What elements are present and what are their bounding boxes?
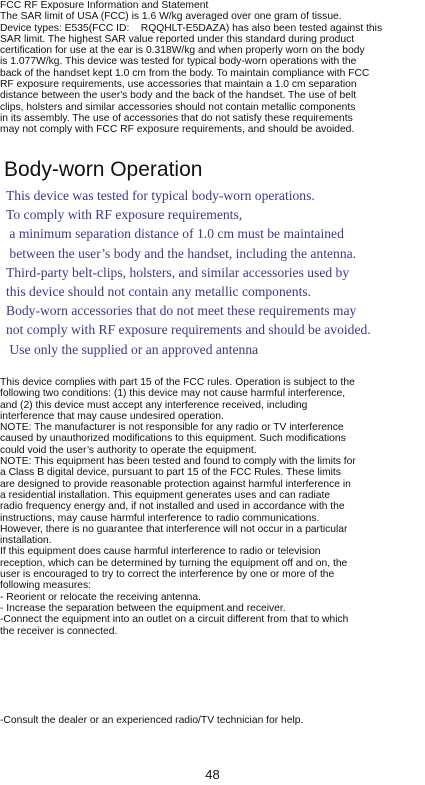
body-worn-line: a minimum separation distance of 1.0 cm must be maintained bbox=[6, 226, 344, 242]
fcc-line: the receiver is connected. bbox=[0, 625, 118, 637]
fcc-line: are designed to provide reasonable protection against harmful interference in bbox=[0, 478, 351, 490]
fcc-line: user is encouraged to try to correct the interference by one or more of the bbox=[0, 569, 335, 581]
body-worn-line: Body-worn accessories that do not meet these requirements may bbox=[6, 303, 357, 319]
body-worn-line: Third-party belt-clips, holsters, and similar accessories used by bbox=[6, 264, 350, 280]
sar-line: is 1.077W/kg. This device was tested for typical body-worn operations with the bbox=[0, 56, 357, 68]
page-number: 48 bbox=[205, 767, 220, 782]
sar-line: back of the handset kept 1.0 cm from the body. To maintain compliance with FCC bbox=[0, 67, 370, 79]
sar-line: in its assembly. The use of accessories that do not satisfy these requirements bbox=[0, 112, 353, 124]
fcc-line: following two conditions: (1) this device may not cause harmful interference, bbox=[0, 388, 346, 400]
sar-line: The SAR limit of USA (FCC) is 1.6 W/kg averaged over one gram of tissue. bbox=[0, 11, 342, 23]
fcc-line: interference that may cause undesired operation. bbox=[0, 410, 224, 422]
body-worn-line: To comply with RF exposure requirements, bbox=[6, 207, 243, 223]
fcc-line: instructions, may cause harmful interference to radio communications. bbox=[0, 512, 320, 524]
fcc-consult bbox=[0, 715, 425, 726]
body-worn-heading: Body-worn Operation bbox=[4, 158, 203, 181]
fcc-note: NOTE: The manufacturer is not responsible for any radio or TV interference bbox=[0, 422, 344, 434]
fcc-line: radio frequency energy and, if not installed and used in accordance with the bbox=[0, 501, 345, 513]
fcc-line: could void the user’s authority to operate the equipment. bbox=[0, 444, 257, 456]
fcc-line: a Class B digital device, pursuant to part 15 of the FCC Rules. These limits bbox=[0, 467, 341, 479]
body-worn-line: this device should not contain any metallic components. bbox=[6, 284, 312, 300]
sar-line: RF exposure requirements, use accessories that maintain a 1.0 cm separation bbox=[0, 79, 357, 91]
sar-statement bbox=[0, 0, 425, 136]
fcc-line: If this equipment does cause harmful interference to radio or television bbox=[0, 546, 321, 558]
body-worn-line: Use only the supplied or an approved antenna bbox=[6, 341, 259, 357]
body-worn-statement bbox=[6, 186, 425, 359]
fcc-line: This device complies with part 15 of the FCC rules. Operation is subject to the bbox=[0, 377, 355, 388]
fcc-measure: - Reorient or relocate the receiving antenna. bbox=[0, 591, 201, 603]
fcc-measure: -Connect the equipment into an outlet on a circuit different from that to which bbox=[0, 614, 349, 626]
fcc-part15-statement bbox=[0, 377, 425, 637]
fcc-note: NOTE: This equipment has been tested and found to comply with the limits for bbox=[0, 456, 356, 468]
fcc-line: and (2) this device must accept any interference received, including bbox=[0, 399, 308, 411]
fcc-line: reception, which can be determined by turning the equipment off and on, the bbox=[0, 557, 348, 569]
body-worn-line: between the user’s body and the handset, including the antenna. bbox=[6, 245, 357, 261]
sar-line: Device types: E535(FCC ID: RQQHLT-E5DAZA) has also been tested against this bbox=[0, 22, 383, 34]
fcc-measure: - Increase the separation between the equipment and receiver. bbox=[0, 602, 286, 614]
fcc-line: a residential installation. This equipment generates uses and can radiate bbox=[0, 489, 331, 501]
fcc-line: following measures: bbox=[0, 580, 91, 592]
body-worn-line: not comply with RF exposure requirements and should be avoided. bbox=[6, 322, 371, 338]
sar-line: may not comply with FCC RF exposure requirements, and should be avoided. bbox=[0, 124, 355, 136]
body-worn-line: This device was tested for typical body-worn operations. bbox=[6, 188, 315, 203]
sar-line: distance between the user's body and the back of the handset. The use of belt bbox=[0, 90, 357, 102]
fcc-line: installation. bbox=[0, 535, 52, 547]
sar-heading: FCC RF Exposure Information and Statement bbox=[0, 0, 209, 11]
sar-line: clips, holsters and similar accessories should not contain metallic components bbox=[0, 101, 356, 113]
sar-line: SAR limit. The highest SAR value reported under this standard during product bbox=[0, 33, 355, 45]
fcc-line: caused by unauthorized modifications to this equipment. Such modifications bbox=[0, 433, 346, 445]
fcc-line: However, there is no guarantee that interference will not occur in a particular bbox=[0, 523, 348, 535]
sar-line: certification for use at the ear is 0.318W/kg and when properly worn on the body bbox=[0, 45, 365, 57]
fcc-measure: -Consult the dealer or an experienced radio/TV technician for help. bbox=[0, 715, 304, 726]
